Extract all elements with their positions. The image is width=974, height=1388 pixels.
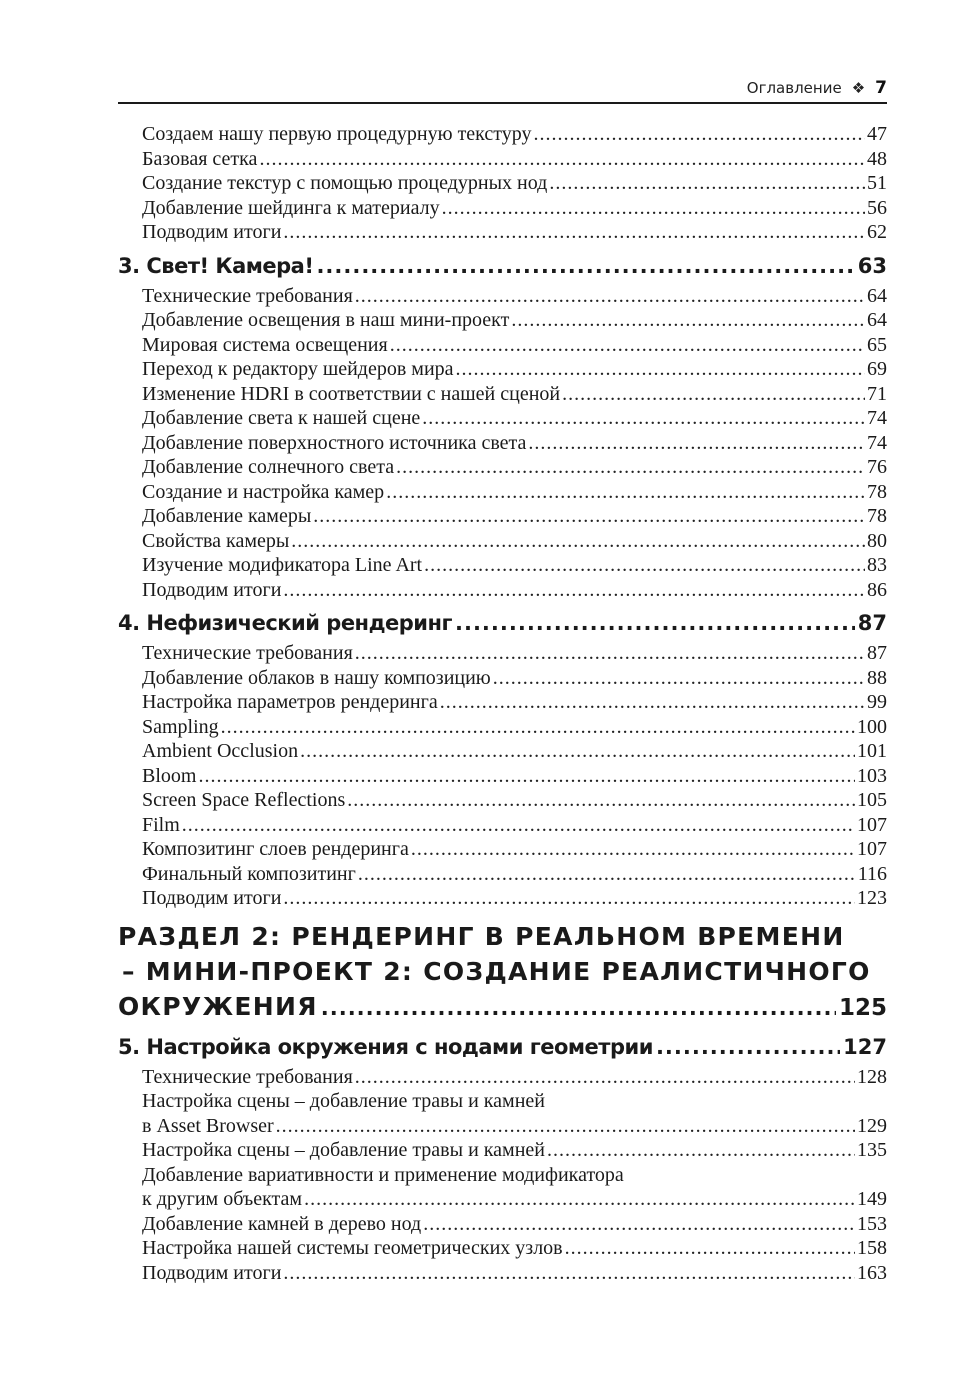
toc-entry-title: Финальный композитинг: [142, 862, 356, 885]
toc-entry[interactable]: [118, 284, 887, 309]
part-title-line-3: ОКРУЖЕНИЯ: [118, 991, 318, 1021]
dot-leader: [313, 504, 865, 529]
toc-entry-page: 65: [867, 333, 887, 356]
toc-entry-title: Screen Space Reflections: [142, 789, 346, 811]
toc-entry[interactable]: [118, 666, 887, 691]
toc-entry-page: 103: [857, 764, 887, 787]
dot-leader: [455, 610, 855, 636]
toc-entry-page: 74: [867, 407, 887, 429]
toc-entry[interactable]: [118, 764, 887, 789]
dot-leader: [440, 690, 865, 715]
toc-entry[interactable]: [118, 1138, 887, 1163]
toc-entry-title: Добавление облаков в нашу композицию: [142, 666, 491, 689]
chapter-page: 87: [857, 611, 887, 635]
toc-entry[interactable]: [118, 788, 887, 813]
toc-entry-title: Создание и настройка камер: [142, 480, 385, 503]
header-right: [747, 78, 887, 98]
chapter-title: 5. Настройка окружения с нодами геометрии: [118, 1034, 653, 1059]
dot-leader: [316, 253, 854, 279]
dot-leader: [283, 220, 865, 245]
toc-entry-page: 74: [867, 431, 887, 454]
toc-entry[interactable]: [118, 480, 887, 505]
toc-entry-title: Изучение модификатора Line Art: [142, 554, 423, 576]
dot-leader: [283, 578, 865, 603]
dot-leader: [221, 715, 855, 740]
toc-entry-title: Sampling: [142, 715, 219, 738]
toc-entry-title: Добавление шейдинга к материалу: [142, 196, 440, 219]
part-title-line-3-row: [118, 989, 887, 1026]
dot-leader: [276, 1114, 855, 1139]
chapter-page: 63: [857, 253, 887, 278]
toc-entry[interactable]: [118, 862, 887, 887]
toc-entry[interactable]: [118, 641, 887, 666]
toc-entry[interactable]: [118, 739, 887, 764]
toc-entry-title: Добавление поверхностного источника света: [142, 431, 527, 454]
toc-entry[interactable]: [118, 1163, 887, 1212]
dot-leader: [549, 171, 865, 196]
toc-entry-page: 107: [857, 813, 887, 836]
toc-entry-page: 69: [867, 358, 887, 380]
chapter-title: 3. Свет! Камера!: [118, 253, 314, 278]
toc-entry[interactable]: [118, 171, 887, 196]
toc-entry-title: Изменение HDRI в соответствии с нашей сценой: [142, 382, 561, 405]
toc-entry[interactable]: [118, 886, 887, 911]
toc-entry-title: Добавление камеры: [142, 505, 312, 527]
toc-entry[interactable]: [118, 837, 887, 862]
toc-entry-title: Мировая система освещения: [142, 333, 388, 356]
dot-leader: [355, 1065, 855, 1090]
toc-entry-page: 153: [857, 1212, 887, 1235]
dot-leader: [182, 813, 855, 838]
toc-entry-page: 71: [867, 382, 887, 405]
toc-entry-title: Технические требования: [142, 284, 353, 307]
toc-entry-page: 100: [857, 715, 887, 738]
dot-leader: [534, 122, 866, 147]
dot-leader: [528, 431, 865, 456]
toc-entry-title-cont: в Asset Browser: [142, 1114, 274, 1137]
toc-entry-title: Добавление вариативности и применение модификатора: [142, 1163, 624, 1186]
toc-entry[interactable]: [118, 1212, 887, 1237]
toc-entry-page: 107: [857, 838, 887, 860]
toc-entry-page: 116: [857, 862, 887, 885]
toc-entry-title: Создание текстур с помощью процедурных нод: [142, 172, 548, 194]
dot-leader: [390, 333, 865, 358]
toc-entry[interactable]: [118, 196, 887, 221]
dot-leader: [283, 1261, 855, 1286]
dot-leader: [283, 886, 855, 911]
toc-entry-page: 78: [867, 505, 887, 527]
toc-entry-title: Базовая сетка: [142, 147, 258, 170]
toc-entry-title: Настройка нашей системы геометрических узлов: [142, 1237, 563, 1259]
toc-entry-title: Композитинг слоев рендеринга: [142, 838, 409, 860]
running-header: [118, 76, 887, 104]
ornament-icon: ❖: [851, 79, 866, 97]
dot-leader: [300, 739, 855, 764]
toc-entry-title: Подводим итоги: [142, 887, 282, 909]
toc-entry-continuation: [142, 1114, 887, 1139]
toc-entry[interactable]: [118, 553, 887, 578]
toc-entry-page: 64: [867, 309, 887, 331]
toc-entry[interactable]: [118, 813, 887, 838]
toc-entry[interactable]: [118, 431, 887, 456]
toc-entry-title: Film: [142, 813, 180, 836]
toc-entry[interactable]: [118, 1261, 887, 1286]
dot-leader: [547, 1138, 855, 1163]
toc-page: [118, 76, 887, 1285]
toc-entry-page: 47: [867, 123, 887, 145]
dot-leader: [411, 837, 855, 862]
toc-entry-page: 51: [867, 172, 887, 194]
toc-entry-title: Bloom: [142, 764, 197, 787]
dot-leader: [456, 357, 865, 382]
toc-entry[interactable]: [118, 406, 887, 431]
dot-leader: [358, 862, 856, 887]
dot-leader: [656, 1034, 840, 1060]
toc-entry[interactable]: [118, 220, 887, 245]
toc-entry-page: 83: [867, 554, 887, 576]
chapter-heading-4[interactable]: [118, 610, 887, 636]
toc-entry-page: 76: [867, 456, 887, 478]
dot-leader: [511, 308, 865, 333]
toc-entry-page: 62: [867, 221, 887, 243]
toc-entry[interactable]: [118, 357, 887, 382]
toc-entry-page: 78: [867, 480, 887, 503]
dot-leader: [493, 666, 865, 691]
toc-entry-title: Технические требования: [142, 642, 353, 664]
toc-entry-title: Подводим итоги: [142, 221, 282, 243]
dot-leader: [442, 196, 865, 221]
toc-entry-title: Переход к редактору шейдеров мира: [142, 358, 454, 380]
part-title-line-1: РАЗДЕЛ 2: РЕНДЕРИНГ В РЕАЛЬНОМ ВРЕМЕНИ: [118, 921, 845, 951]
dot-leader: [347, 788, 855, 813]
dot-leader: [396, 455, 865, 480]
dot-leader: [291, 529, 865, 554]
toc-entry[interactable]: [118, 529, 887, 554]
toc-entry-page: 48: [867, 147, 887, 170]
toc-entry[interactable]: [118, 455, 887, 480]
toc-entry-page: 163: [857, 1261, 887, 1284]
dot-leader: [562, 382, 865, 407]
toc-entry-title: Добавление солнечного света: [142, 456, 395, 478]
toc-entry[interactable]: [118, 1236, 887, 1261]
toc-entry[interactable]: [118, 1089, 887, 1138]
toc-entry-title: Добавление освещения в наш мини-проект: [142, 309, 510, 331]
page-number: 7: [875, 78, 887, 98]
part-page: 125: [838, 994, 887, 1021]
toc-entry-page: 149: [857, 1188, 887, 1210]
toc-entry[interactable]: [118, 147, 887, 172]
toc-entry[interactable]: [118, 690, 887, 715]
chapter-page: 127: [843, 1034, 887, 1059]
toc-entry-title: Настройка сцены – добавление травы и камней: [142, 1139, 545, 1161]
toc-entry-page: 128: [857, 1065, 887, 1088]
toc-entry-continuation: [142, 1187, 887, 1212]
dot-leader: [386, 480, 865, 505]
toc-entry[interactable]: [118, 1065, 887, 1090]
chapter-heading-5[interactable]: [118, 1034, 887, 1060]
toc-entry[interactable]: [118, 308, 887, 333]
dot-leader: [355, 284, 865, 309]
dot-leader: [198, 764, 855, 789]
dot-leader: [422, 406, 865, 431]
part-heading-2[interactable]: [118, 919, 887, 1026]
toc-entry-title: Свойства камеры: [142, 529, 290, 552]
toc-entry[interactable]: [118, 578, 887, 603]
toc-entry-page: 56: [867, 196, 887, 219]
toc-entry-title: Добавление камней в дерево нод: [142, 1212, 422, 1235]
toc-entry-page: 87: [867, 642, 887, 664]
toc-entry-title: Подводим итоги: [142, 1261, 282, 1284]
toc-entry-title: Создаем нашу первую процедурную текстуру: [142, 123, 532, 145]
toc-entry[interactable]: [118, 122, 887, 147]
toc-entry[interactable]: [118, 382, 887, 407]
toc-entry-title-cont: к другим объектам: [142, 1188, 303, 1210]
toc-entry-title: Ambient Occlusion: [142, 740, 299, 762]
dot-leader: [304, 1187, 855, 1212]
table-of-contents: [118, 122, 887, 1285]
toc-entry-page: 135: [857, 1139, 887, 1161]
header-title: Оглавление: [746, 79, 842, 97]
toc-entry-page: 158: [857, 1237, 887, 1259]
toc-entry-page: 64: [867, 284, 887, 307]
toc-entry-page: 99: [867, 691, 887, 713]
dot-leader: [259, 147, 865, 172]
toc-entry-page: 86: [867, 578, 887, 601]
toc-entry[interactable]: [118, 504, 887, 529]
dot-leader: [565, 1236, 855, 1261]
part-title-line-2: – МИНИ-ПРОЕКТ 2: СОЗДАНИЕ РЕАЛИСТИЧНОГО: [122, 956, 871, 986]
dot-leader: [423, 1212, 855, 1237]
toc-entry-page: 101: [857, 740, 887, 762]
dot-leader: [424, 553, 865, 578]
toc-entry-page: 129: [857, 1114, 887, 1137]
toc-entry-title: Технические требования: [142, 1065, 353, 1088]
chapter-heading-3[interactable]: [118, 253, 887, 279]
toc-entry-page: 123: [857, 887, 887, 909]
toc-entry[interactable]: [118, 333, 887, 358]
toc-entry-page: 88: [867, 666, 887, 689]
toc-entry-title: Настройка параметров рендеринга: [142, 691, 438, 713]
dot-leader: [355, 641, 865, 666]
toc-entry[interactable]: [118, 715, 887, 740]
toc-entry-title: Настройка сцены – добавление травы и камней: [142, 1090, 545, 1112]
toc-entry-page: 105: [857, 789, 887, 811]
toc-entry-page: 80: [867, 529, 887, 552]
chapter-title: 4. Нефизический рендеринг: [118, 611, 452, 635]
toc-entry-title: Добавление света к нашей сцене: [142, 407, 421, 429]
dot-leader: [321, 991, 836, 1026]
toc-entry-title: Подводим итоги: [142, 578, 282, 601]
